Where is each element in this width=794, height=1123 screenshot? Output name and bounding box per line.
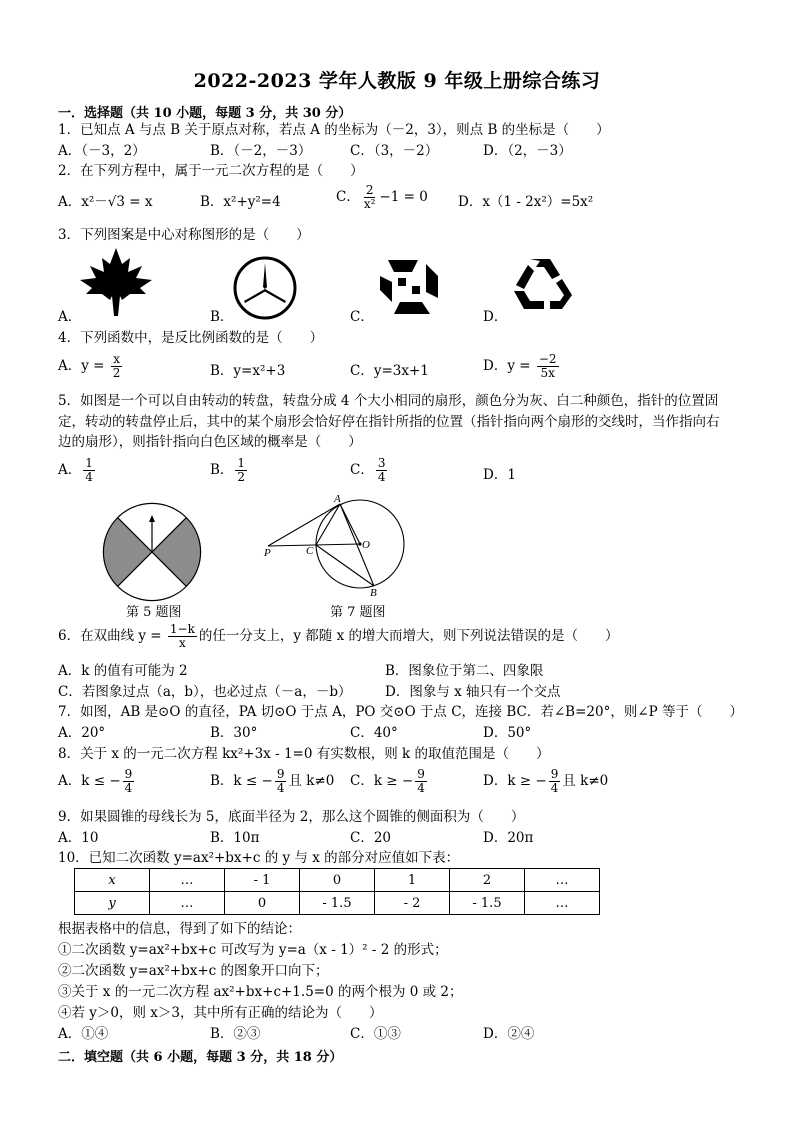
q8-d-post: 且 k≠0 <box>562 773 609 789</box>
table-cell: … <box>150 892 225 915</box>
q8-b-den: 4 <box>276 781 285 795</box>
q1-option-b: B．（－2，－3） <box>210 143 312 159</box>
q4-option-a <box>58 353 124 380</box>
q4-a-label: A．y = <box>58 358 109 374</box>
q8-b-label: B．k ≤ − <box>210 773 273 789</box>
q6-stem-pre: 6．在双曲线 y = <box>58 628 166 644</box>
point-b-label: B <box>370 587 377 599</box>
q4-d-den: 5x <box>540 366 555 380</box>
q5-a-label: A． <box>58 462 82 478</box>
q8-d-label: D．k ≥ − <box>483 773 547 789</box>
maple-leaf-icon <box>78 246 154 318</box>
q10-option-b: B．②③ <box>210 1026 261 1042</box>
q8-a-label: A．k ≤ − <box>58 773 121 789</box>
q8-option-b <box>210 768 334 795</box>
q1-stem: 1．已知点 A 与点 B 关于原点对称，若点 A 的坐标为（－2，3），则点 B 的坐标是（ ） <box>58 122 610 138</box>
q8-option-d <box>483 768 608 795</box>
q2-c-rest: −1 = 0 <box>379 189 428 205</box>
q8-c-num: 9 <box>417 767 425 781</box>
mercedes-logo-icon <box>232 255 298 321</box>
pointer-arrow-icon <box>149 515 155 522</box>
recycle-symbol-icon <box>510 255 576 313</box>
q5-line-3: 边的扇形），则指针指向白色区域的概率是（ ） <box>58 434 362 450</box>
q8-a-den: 4 <box>124 781 133 795</box>
point-o-label: O <box>362 539 370 551</box>
q4-a-den: 2 <box>112 366 121 380</box>
q6-option-a: A．k 的值有可能为 2 <box>58 663 188 679</box>
table-cell: … <box>150 869 225 892</box>
table-cell: y <box>75 892 150 915</box>
q10-stem: 10．已知二次函数 y=ax²+bx+c 的 y 与 x 的部分对应值如下表： <box>58 850 460 866</box>
q8-stem: 8．关于 x 的一元二次方程 kx²+3x - 1=0 有实数根，则 k 的取值范围是（ ） <box>58 746 550 762</box>
q9-option-c: C．20 <box>350 830 392 846</box>
q4-option-b: B．y=x²+3 <box>210 363 286 379</box>
q10-option-c: C．①③ <box>350 1026 401 1042</box>
circle-tangent-figure <box>260 490 410 600</box>
q6-fraction <box>168 623 197 650</box>
q8-option-a <box>58 768 136 795</box>
q5-c-fraction <box>376 457 388 484</box>
table-cell: 1 <box>375 869 450 892</box>
q6-option-b: B．图象位于第二、四象限 <box>385 663 544 679</box>
q5-line-1: 5．如图是一个可以自由转动的转盘，转盘分成 4 个大小相同的扇形，颜色分为灰、白二种颜色，指针的位置固 <box>58 393 719 409</box>
q7-option-a: A．20° <box>58 725 106 741</box>
q6-stem-post: 的任一分支上，y 都随 x 的增大而增大，则下列说法错误的是（ ） <box>198 628 619 644</box>
table-cell: … <box>525 869 600 892</box>
q5-b-fraction <box>235 457 247 484</box>
table-row <box>75 869 600 892</box>
q8-b-fraction <box>275 768 287 795</box>
q5-b-label: B． <box>210 462 234 478</box>
q8-option-c <box>350 768 429 795</box>
q9-option-d: D．20π <box>483 830 534 846</box>
q4-stem: 4．下列函数中，是反比例函数的是（ ） <box>58 330 324 346</box>
q8-c-den: 4 <box>417 781 425 795</box>
q8-d-den: 4 <box>550 781 559 795</box>
q7-option-c: C．40° <box>350 725 398 741</box>
q5-line-2: 定，转动的转盘停止后，其中的某个扇形会恰好停在指针所指的位置（指针指向两个扇形的交线时，当作指向右 <box>58 414 720 430</box>
value-table <box>74 868 600 915</box>
table-cell: - 1.5 <box>300 892 375 915</box>
q6-option-d: D．图象与 x 轴只有一个交点 <box>385 684 561 700</box>
q5-option-b <box>210 457 249 484</box>
q3-option-b: B． <box>210 309 234 325</box>
q4-a-num: x <box>113 352 120 366</box>
table-cell: - 1.5 <box>450 892 525 915</box>
q4-d-fraction <box>537 353 559 380</box>
q2-option-c <box>336 184 428 211</box>
q2-option-d: D．x（1 - 2x²）=5x² <box>458 194 594 210</box>
q5-option-a <box>58 457 97 484</box>
q5-c-den: 4 <box>377 470 386 484</box>
q10-option-a: A．①④ <box>58 1026 109 1042</box>
q10-intro: 根据表格中的信息，得到了如下的结论： <box>58 921 301 937</box>
q7-option-b: B．30° <box>210 725 258 741</box>
q10-conclusion-2: ②二次函数 y=ax²+bx+c 的图象开口向下； <box>58 963 329 979</box>
q4-d-num: −2 <box>538 352 557 366</box>
q2-stem: 2．在下列方程中，属于一元二次方程的是（ ） <box>58 163 364 179</box>
point-p-label: P <box>264 547 271 559</box>
figure-5-caption: 第 5 题图 <box>126 605 182 620</box>
q5-b-den: 2 <box>237 470 246 484</box>
q6-option-c: C．若图象过点（a，b），也必过点（－a，－b） <box>58 684 352 700</box>
q1-option-c: C．（3，－2） <box>350 143 439 159</box>
q5-c-num: 3 <box>377 456 386 470</box>
q10-conclusion-1: ①二次函数 y=ax²+bx+c 可改写为 y=a（x - 1）² - 2 的形式； <box>58 942 448 958</box>
point-c-label: C <box>306 545 314 557</box>
q4-option-c: C．y=3x+1 <box>350 363 429 379</box>
q5-a-num: 1 <box>85 456 93 470</box>
table-cell: … <box>525 892 600 915</box>
q10-conclusion-4: ④若 y＞0，则 x＞3，其中所有正确的结论为（ ） <box>58 1005 383 1021</box>
q8-b-num: 9 <box>276 767 285 781</box>
page-title: 2022-2023 学年人教版 9 年级上册综合练习 <box>193 70 601 92</box>
q3-option-d: D． <box>483 309 508 325</box>
q4-option-d <box>483 353 561 380</box>
q9-option-a: A．10 <box>58 830 99 846</box>
table-cell: - 1 <box>225 869 300 892</box>
figure-7-caption: 第 7 题图 <box>330 605 386 620</box>
spinner-figure <box>100 502 204 602</box>
q1-option-a: A．（－3，2） <box>58 143 146 159</box>
q3-option-a: A． <box>58 309 82 325</box>
table-cell: 2 <box>450 869 525 892</box>
q7-stem: 7．如图，AB 是⊙O 的直径，PA 切⊙O 于点 A，PO 交⊙O 于点 C，连接 BC．若∠B=20°，则∠P 等于（ ） <box>58 704 743 720</box>
q2-option-b: B．x²+y²=4 <box>200 194 281 210</box>
section-2-heading: 二．填空题（共 6 小题，每题 3 分，共 18 分） <box>58 1050 343 1065</box>
q6-num: 1−k <box>169 622 195 636</box>
table-cell: - 2 <box>375 892 450 915</box>
q4-d-label: D．y = <box>483 358 535 374</box>
table-cell: 0 <box>300 869 375 892</box>
q8-c-fraction <box>415 768 427 795</box>
q10-option-d: D．②④ <box>483 1026 535 1042</box>
q5-option-d: D．1 <box>483 467 516 483</box>
q9-stem: 9．如果圆锥的母线长为 5，底面半径为 2，那么这个圆锥的侧面积为（ ） <box>58 809 525 825</box>
q1-option-d: D．（2，－3） <box>483 143 572 159</box>
q2-c-label: C． <box>336 189 360 205</box>
q2-c-num: 2 <box>365 183 374 197</box>
q5-a-fraction <box>83 457 95 484</box>
q7-option-d: D．50° <box>483 725 532 741</box>
q8-a-fraction <box>123 768 135 795</box>
q10-conclusion-3: ③关于 x 的一元二次方程 ax²+bx+c+1.5=0 的两个根为 0 或 2； <box>58 984 463 1000</box>
q2-option-a: A．x²－√3 = x <box>58 194 153 210</box>
table-cell: 0 <box>225 892 300 915</box>
q5-c-label: C． <box>350 462 374 478</box>
q8-d-fraction <box>549 768 561 795</box>
table-cell: x <box>75 869 150 892</box>
q5-b-num: 1 <box>237 456 246 470</box>
section-1-heading: 一．选择题（共 10 小题，每题 3 分，共 30 分） <box>58 106 352 121</box>
q4-a-fraction <box>111 353 123 380</box>
q8-c-label: C．k ≥ − <box>350 773 414 789</box>
q6-stem <box>58 623 619 650</box>
q3-option-c: C． <box>350 309 374 325</box>
q3-stem: 3．下列图案是中心对称图形的是（ ） <box>58 227 310 243</box>
q8-a-num: 9 <box>124 767 133 781</box>
q2-c-fraction <box>362 184 378 211</box>
q2-c-den: x² <box>363 197 376 211</box>
q6-den: x <box>179 636 186 650</box>
table-row <box>75 892 600 915</box>
q5-option-c <box>350 457 389 484</box>
q5-a-den: 4 <box>85 470 93 484</box>
q9-option-b: B．10π <box>210 830 260 846</box>
point-a-label: A <box>334 493 341 505</box>
pinwheel-pattern-icon <box>378 258 440 316</box>
q8-b-post: 且 k≠0 <box>288 773 335 789</box>
q8-d-num: 9 <box>550 767 559 781</box>
